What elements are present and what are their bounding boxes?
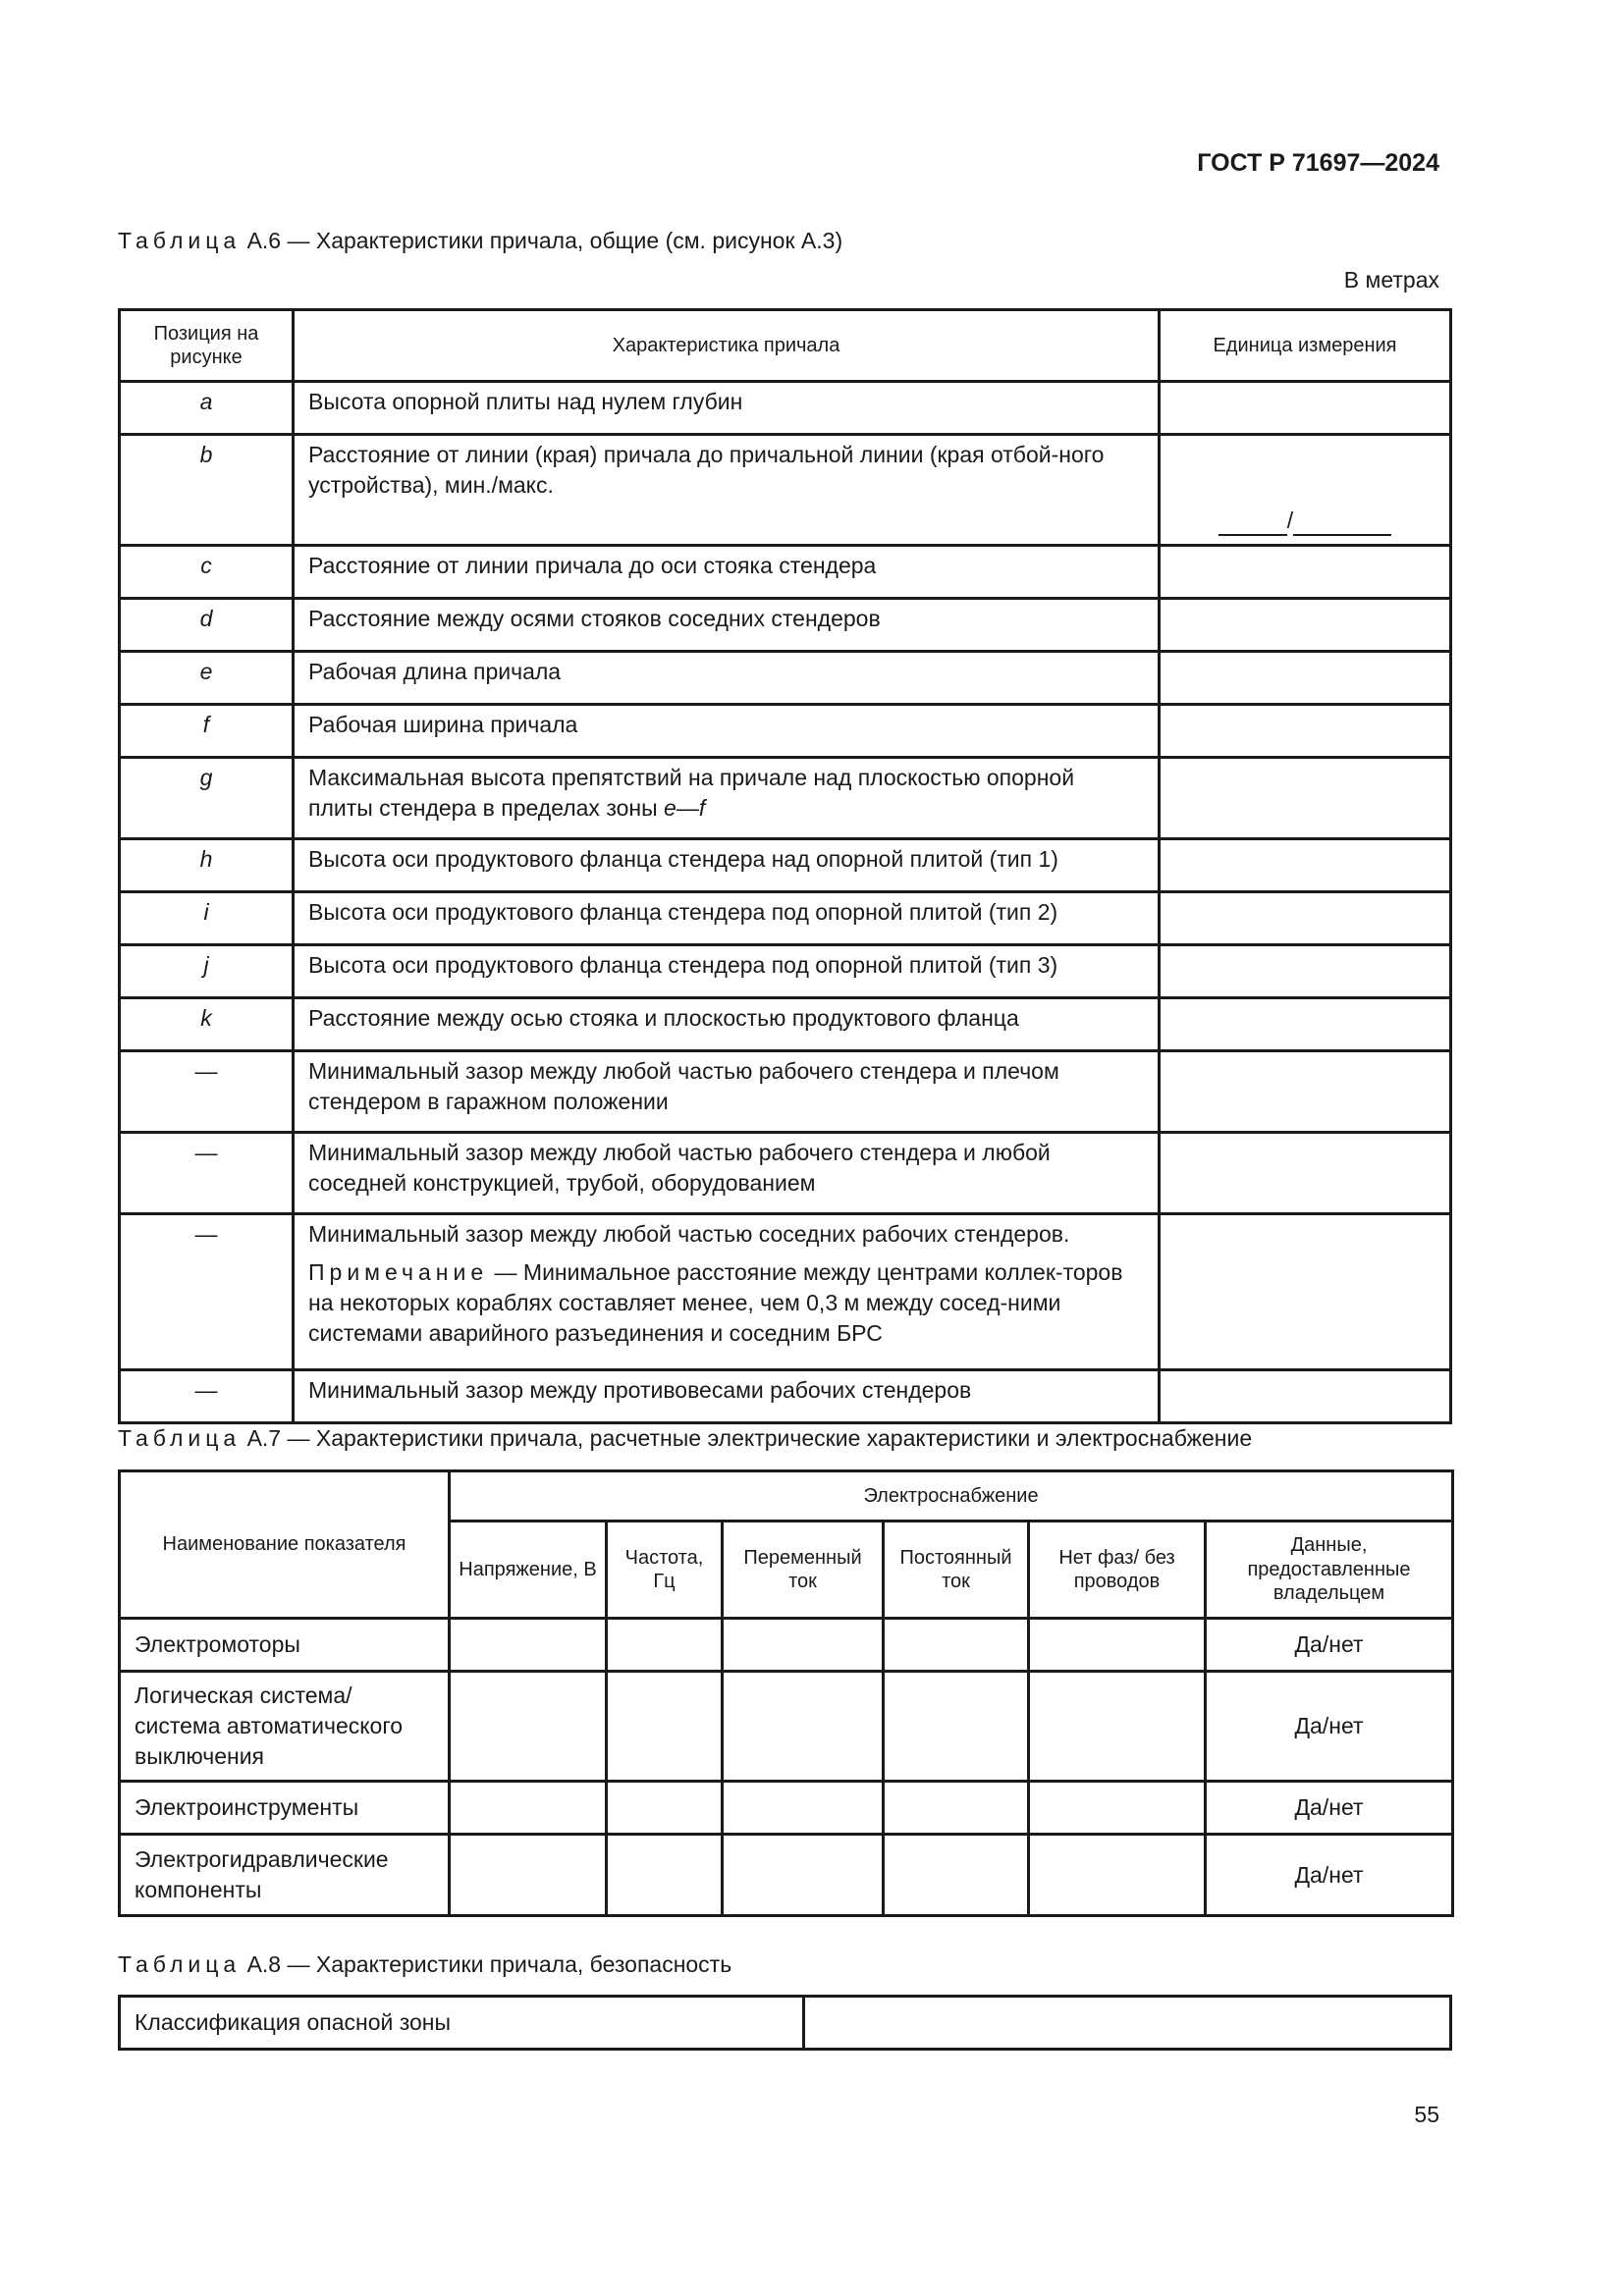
row-unit (1160, 998, 1451, 1051)
row-text: Расстояние от линии причала до оси стояка стендера (294, 546, 1160, 599)
cell (1029, 1782, 1206, 1835)
row-position: — (120, 1051, 294, 1133)
row-text: Высота оси продуктового фланца стендера под опорной плитой (тип 3) (294, 945, 1160, 998)
min-blank (1218, 514, 1287, 536)
row-text: Рабочая длина причала (294, 652, 1160, 705)
table-row (120, 839, 1451, 892)
row-text: Расстояние от линии (края) причала до причальной линии (края отбой-ного устройства), мин./макс. (294, 435, 1160, 546)
table-header-row (120, 1471, 1453, 1522)
row-text: Расстояние между осью стояка и плоскостью продуктового фланца (294, 998, 1160, 1051)
row-name: Электроинструменты (120, 1782, 450, 1835)
table-row (120, 758, 1451, 839)
table-row (120, 892, 1451, 945)
caption-text: А.7 — Характеристики причала, расчетные электрические характеристики и электроснабжение (246, 1425, 1253, 1451)
table-row (120, 652, 1451, 705)
caption-text: А.8 — Характеристики причала, безопасность (246, 1951, 732, 1977)
row-position: i (120, 892, 294, 945)
row-name: Электромоторы (120, 1619, 450, 1672)
cell (884, 1672, 1029, 1782)
page-number: 55 (1414, 2102, 1439, 2127)
row-unit (1160, 892, 1451, 945)
cell (450, 1782, 607, 1835)
max-blank (1293, 514, 1391, 536)
cell (450, 1672, 607, 1782)
cell (607, 1782, 723, 1835)
row-text: Рабочая ширина причала (294, 705, 1160, 758)
row-text (294, 758, 1160, 839)
row-unit (1160, 1214, 1451, 1370)
row-text-main: Минимальный зазор между любой частью соседних рабочих стендеров. (308, 1221, 1070, 1247)
row-unit (1160, 1370, 1451, 1423)
row-position: b (120, 435, 294, 546)
cell (884, 1619, 1029, 1672)
cell (884, 1782, 1029, 1835)
table-row (120, 1619, 1453, 1672)
table-a7-caption (118, 1425, 1252, 1452)
row-text: Минимальный зазор между противовесами рабочих стендеров (294, 1370, 1160, 1423)
row-unit (1160, 599, 1451, 652)
row-text (294, 1214, 1160, 1370)
cell (607, 1835, 723, 1916)
table-a8-caption (118, 1951, 731, 1978)
row-position: e (120, 652, 294, 705)
table-row (120, 546, 1451, 599)
table-a6-caption (118, 228, 842, 254)
table-row (120, 1782, 1453, 1835)
row-position: g (120, 758, 294, 839)
row-position: — (120, 1214, 294, 1370)
header-characteristic: Характеристика причала (294, 310, 1160, 382)
caption-text: А.6 — Характеристики причала, общие (см. рисунок А.3) (246, 228, 843, 253)
row-text: Минимальный зазор между любой частью рабочего стендера и плечом стендером в гаражном положении (294, 1051, 1160, 1133)
header-position: Позиция на рисунке (120, 310, 294, 382)
header-power-supply: Электроснабжение (450, 1471, 1453, 1522)
cell (607, 1672, 723, 1782)
note-text: — Минимальное расстояние между центрами коллек-торов на некоторых кораблях составляет менее, чем 0,3 м между сосед-ними системами аварийного разъединения и соседним БРС (308, 1259, 1123, 1346)
table-row (120, 1672, 1453, 1782)
row-position: j (120, 945, 294, 998)
cell (450, 1619, 607, 1672)
row-unit (1160, 652, 1451, 705)
cell (607, 1619, 723, 1672)
units-note: В метрах (1343, 267, 1439, 293)
row-owner-data: Да/нет (1206, 1672, 1453, 1782)
row-text: Высота опорной плиты над нулем глубин (294, 382, 1160, 435)
table-a8 (118, 1995, 1452, 2051)
caption-word: Таблица (118, 228, 242, 253)
row-value (804, 1997, 1451, 2050)
row-position: h (120, 839, 294, 892)
table-row (120, 382, 1451, 435)
table-row (120, 1835, 1453, 1916)
cell (723, 1782, 884, 1835)
row-unit (1160, 546, 1451, 599)
row-position: a (120, 382, 294, 435)
header-unit: Единица измерения (1160, 310, 1451, 382)
table-row (120, 435, 1451, 546)
cell (1029, 1619, 1206, 1672)
row-position: — (120, 1133, 294, 1214)
table-row (120, 1370, 1451, 1423)
row-unit (1160, 1133, 1451, 1214)
slash: / (1286, 507, 1294, 533)
cell (723, 1672, 884, 1782)
header-voltage: Напряжение, В (450, 1522, 607, 1619)
row-text-main: Максимальная высота препятствий на причале над плоскостью опорной плиты стендера в пределах зоны (308, 765, 1075, 821)
table-row (120, 599, 1451, 652)
row-position: d (120, 599, 294, 652)
table-row (120, 1997, 1451, 2050)
document-code: ГОСТ Р 71697—2024 (1197, 149, 1439, 177)
row-owner-data: Да/нет (1206, 1619, 1453, 1672)
row-unit (1160, 945, 1451, 998)
header-ac: Переменный ток (723, 1522, 884, 1619)
table-a6 (118, 308, 1452, 1424)
row-name: Логическая система/ система автоматического выключения (120, 1672, 450, 1782)
header-owner-data: Данные, предоставленные владельцем (1206, 1522, 1453, 1619)
row-text: Минимальный зазор между любой частью рабочего стендера и любой соседней конструкцией, трубой, оборудованием (294, 1133, 1160, 1214)
row-owner-data: Да/нет (1206, 1835, 1453, 1916)
row-text: Высота оси продуктового фланца стендера над опорной плитой (тип 1) (294, 839, 1160, 892)
table-row (120, 998, 1451, 1051)
header-dc: Постоянный ток (884, 1522, 1029, 1619)
table-header-row (120, 310, 1451, 382)
table-row (120, 1214, 1451, 1370)
row-text-zone: e—f (664, 795, 706, 821)
row-text: Расстояние между осями стояков соседних стендеров (294, 599, 1160, 652)
table-row (120, 705, 1451, 758)
cell (723, 1619, 884, 1672)
table-a7 (118, 1469, 1454, 1917)
table-row (120, 1133, 1451, 1214)
cell (1029, 1835, 1206, 1916)
row-position: f (120, 705, 294, 758)
row-unit (1160, 1051, 1451, 1133)
cell (1029, 1672, 1206, 1782)
header-no-phases: Нет фаз/ без проводов (1029, 1522, 1206, 1619)
row-unit (1160, 382, 1451, 435)
table-row (120, 945, 1451, 998)
row-name: Электрогидравлические компоненты (120, 1835, 450, 1916)
row-label: Классификация опасной зоны (120, 1997, 804, 2050)
caption-word: Таблица (118, 1951, 242, 1977)
row-position: c (120, 546, 294, 599)
cell (884, 1835, 1029, 1916)
row-note (308, 1257, 1144, 1349)
row-position: — (120, 1370, 294, 1423)
header-frequency: Частота, Гц (607, 1522, 723, 1619)
row-unit (1160, 758, 1451, 839)
cell (723, 1835, 884, 1916)
row-owner-data: Да/нет (1206, 1782, 1453, 1835)
row-unit (1160, 435, 1451, 546)
row-text: Высота оси продуктового фланца стендера под опорной плитой (тип 2) (294, 892, 1160, 945)
header-indicator-name: Наименование показателя (120, 1471, 450, 1619)
caption-word: Таблица (118, 1425, 242, 1451)
row-unit (1160, 705, 1451, 758)
row-position: k (120, 998, 294, 1051)
note-word: Примечание (308, 1259, 489, 1285)
table-row (120, 1051, 1451, 1133)
row-unit (1160, 839, 1451, 892)
min-max-blank (1161, 506, 1449, 536)
cell (450, 1835, 607, 1916)
